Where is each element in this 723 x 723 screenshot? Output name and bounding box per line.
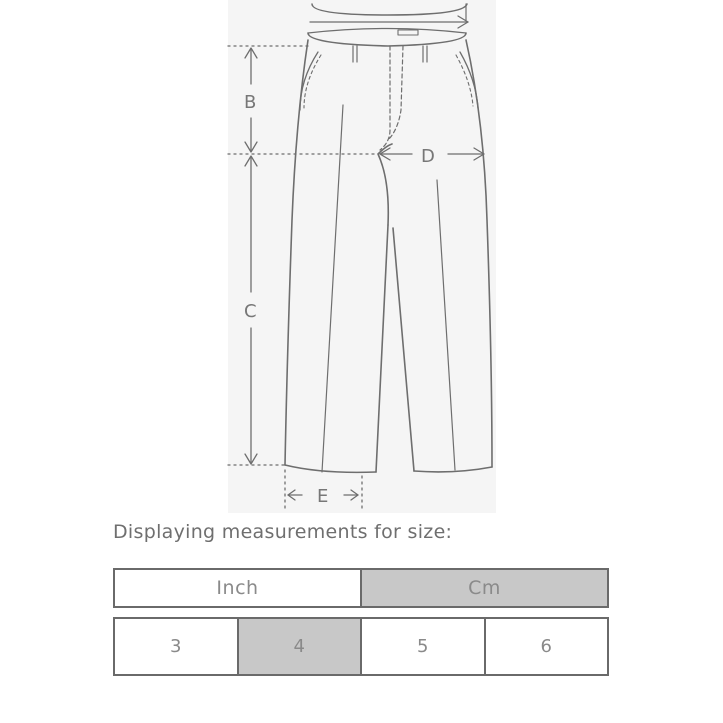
size-3-button[interactable]: 3 bbox=[115, 619, 237, 674]
size-selector bbox=[113, 617, 609, 676]
size-6-button[interactable]: 6 bbox=[484, 619, 608, 674]
label-d: D bbox=[421, 146, 435, 167]
label-c: C bbox=[244, 301, 257, 322]
unit-toggle bbox=[113, 568, 609, 608]
size-caption: Displaying measurements for size: bbox=[113, 521, 453, 543]
label-b: B bbox=[244, 92, 257, 113]
waist-circumference-marker bbox=[310, 4, 468, 28]
size-4-button[interactable]: 4 bbox=[237, 619, 361, 674]
label-e: E bbox=[317, 486, 329, 507]
unit-cm-button[interactable]: Cm bbox=[360, 570, 607, 606]
trousers-outline bbox=[285, 29, 492, 473]
unit-inch-button[interactable]: Inch bbox=[115, 570, 360, 606]
size-5-button[interactable]: 5 bbox=[360, 619, 484, 674]
